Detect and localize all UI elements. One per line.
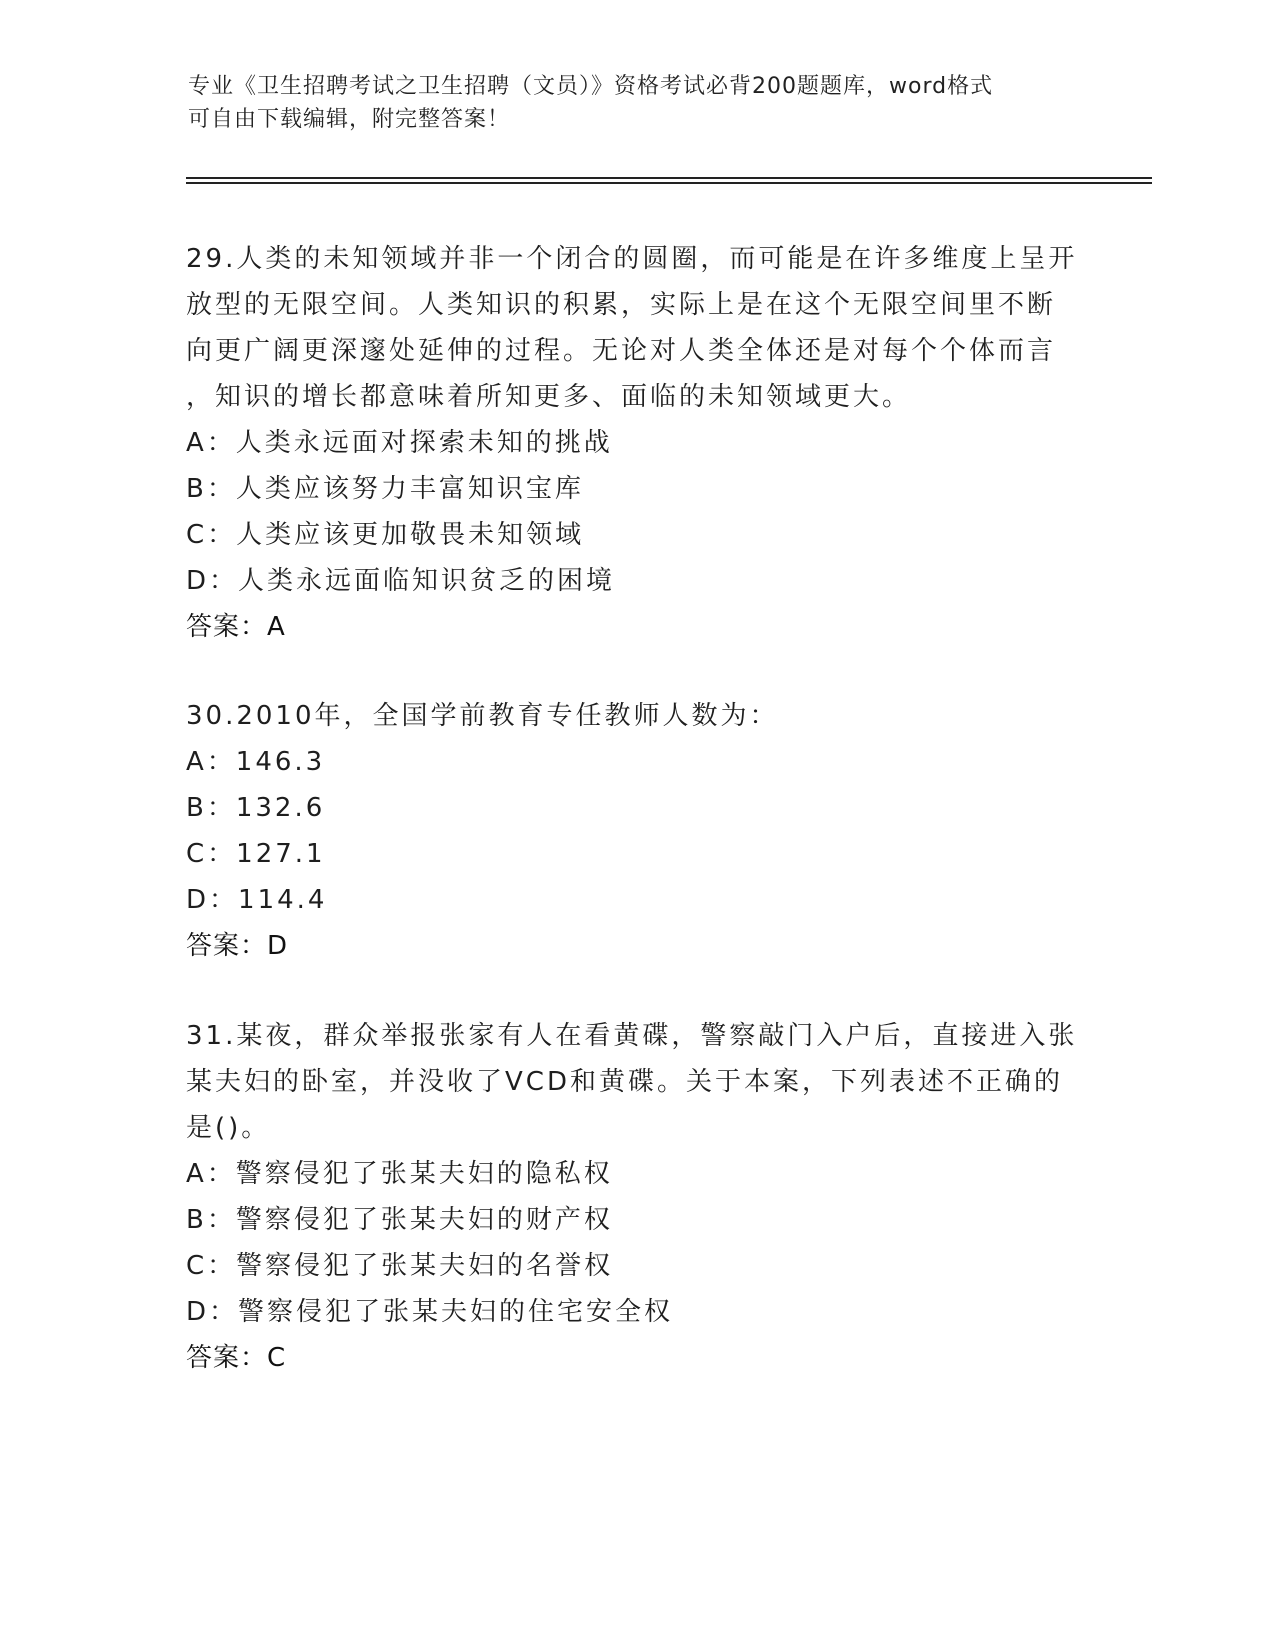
- header-divider-top: [186, 177, 1152, 179]
- answer-line: 答案：C: [186, 1343, 287, 1373]
- answer-line: 答案：A: [186, 612, 286, 642]
- question-stem-line: 29.人类的未知领域并非一个闭合的圆圈，而可能是在许多维度上呈开: [186, 244, 1078, 274]
- option-c: C：人类应该更加敬畏未知领域: [186, 520, 585, 550]
- question-31: [186, 1013, 1086, 1381]
- option-b: B：人类应该努力丰富知识宝库: [186, 474, 584, 504]
- option-d: D：人类永远面临知识贫乏的困境: [186, 566, 616, 596]
- question-stem-line: 放型的无限空间。人类知识的积累，实际上是在这个无限空间里不断: [186, 290, 1057, 320]
- header-divider-bottom: [186, 182, 1152, 184]
- option-d: D：警察侵犯了张某夫妇的住宅安全权: [186, 1297, 674, 1327]
- option-a: A：146.3: [186, 747, 326, 777]
- question-stem-line: 30.2010年，全国学前教育专任教师人数为：: [186, 701, 779, 731]
- option-c: C：警察侵犯了张某夫妇的名誉权: [186, 1251, 614, 1281]
- question-stem-line: 向更广阔更深邃处延伸的过程。无论对人类全体还是对每个个体而言: [186, 336, 1057, 366]
- option-a: A：人类永远面对探索未知的挑战: [186, 428, 613, 458]
- question-stem-line: 31.某夜，群众举报张家有人在看黄碟，警察敲门入户后，直接进入张: [186, 1021, 1078, 1051]
- question-stem-line: 某夫妇的卧室，并没收了VCD和黄碟。关于本案，下列表述不正确的: [186, 1067, 1063, 1097]
- question-stem-line: ，知识的增长都意味着所知更多、面临的未知领域更大。: [186, 382, 912, 412]
- header-line-1: 专业《卫生招聘考试之卫生招聘（文员）》资格考试必背200题题库，word格式: [188, 74, 994, 99]
- option-b: B：警察侵犯了张某夫妇的财产权: [186, 1205, 613, 1235]
- document-header: [188, 70, 1088, 136]
- option-d: D：114.4: [186, 885, 328, 915]
- question-29: [186, 236, 1086, 650]
- question-30: [186, 693, 1086, 969]
- answer-line: 答案：D: [186, 931, 289, 961]
- header-line-2: 可自由下载编辑，附完整答案！: [188, 107, 511, 132]
- question-stem-line: 是()。: [186, 1113, 271, 1143]
- option-a: A：警察侵犯了张某夫妇的隐私权: [186, 1159, 613, 1189]
- option-b: B：132.6: [186, 793, 326, 823]
- option-c: C：127.1: [186, 839, 326, 869]
